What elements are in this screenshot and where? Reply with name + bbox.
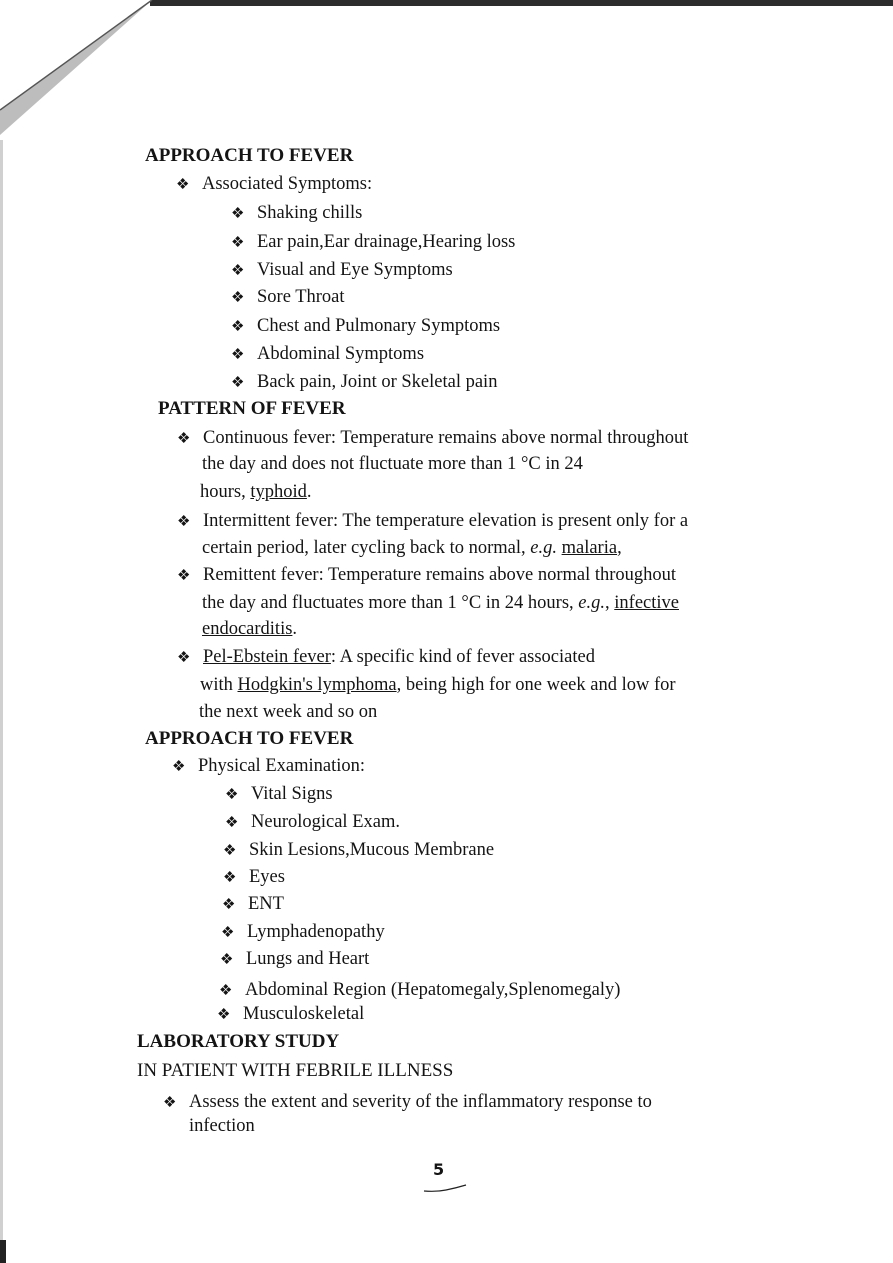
sub-list-item: ❖ Visual and Eye Symptoms (231, 258, 453, 283)
paragraph-line: ❖ Continuous fever: Temperature remains above normal throughout (177, 426, 688, 451)
diamond-bullet-icon: ❖ (177, 431, 191, 447)
infective-endocarditis-link[interactable]: endocarditis (202, 619, 293, 639)
diamond-bullet-icon: ❖ (163, 1095, 177, 1111)
scan-artifact-mark (0, 1240, 6, 1263)
handwritten-mark (422, 1182, 468, 1194)
hodgkins-lymphoma-link[interactable]: Hodgkin's lymphoma (237, 675, 397, 695)
paragraph-line: infection (189, 1116, 255, 1136)
sub-list-item: ❖ Musculoskeletal (217, 1002, 364, 1027)
diamond-bullet-icon: ❖ (231, 290, 245, 306)
diamond-bullet-icon: ❖ (222, 897, 236, 913)
paragraph-line: the day and fluctuates more than 1 °C in 24 hours, e.g., infective (202, 593, 679, 613)
section-subheading: IN PATIENT WITH FEBRILE ILLNESS (137, 1060, 454, 1081)
diamond-bullet-icon: ❖ (176, 177, 190, 193)
typhoid-link[interactable]: typhoid (250, 482, 307, 502)
paragraph-line: ❖ Remittent fever: Temperature remains above normal throughout (177, 563, 676, 588)
paragraph-line: with Hodgkin's lymphoma, being high for one week and low for (200, 675, 676, 695)
paragraph-line: endocarditis. (202, 619, 298, 639)
diamond-bullet-icon: ❖ (223, 843, 237, 859)
paragraph-line: hours, typhoid. (200, 482, 312, 502)
list-item: ❖ Physical Examination: (172, 754, 365, 779)
sub-list-item: ❖ ENT (222, 892, 284, 917)
sub-list-item: ❖ Shaking chills (231, 201, 362, 226)
diamond-bullet-icon: ❖ (221, 925, 235, 941)
diamond-bullet-icon: ❖ (220, 952, 234, 968)
diamond-bullet-icon: ❖ (231, 347, 245, 363)
diamond-bullet-icon: ❖ (217, 1007, 231, 1023)
section-heading: LABORATORY STUDY (137, 1031, 340, 1052)
page-number: 5 (433, 1160, 445, 1179)
paragraph-line: ❖ Pel-Ebstein fever: A specific kind of fever associated (177, 645, 595, 670)
folded-corner-shadow (0, 0, 160, 140)
diamond-bullet-icon: ❖ (231, 206, 245, 222)
sub-list-item: ❖ Eyes (223, 865, 285, 890)
diamond-bullet-icon: ❖ (225, 787, 239, 803)
paragraph-line: ❖ Intermittent fever: The temperature elevation is present only for a (177, 509, 688, 534)
diamond-bullet-icon: ❖ (231, 319, 245, 335)
sub-list-item: ❖ Back pain, Joint or Skeletal pain (231, 370, 497, 395)
sub-list-item: ❖ Vital Signs (225, 782, 333, 807)
diamond-bullet-icon: ❖ (177, 568, 191, 584)
diamond-bullet-icon: ❖ (231, 235, 245, 251)
paragraph-line: certain period, later cycling back to normal, e.g. malaria, (202, 538, 622, 558)
sub-list-item: ❖ Chest and Pulmonary Symptoms (231, 314, 500, 339)
diamond-bullet-icon: ❖ (219, 983, 233, 999)
diamond-bullet-icon: ❖ (223, 870, 237, 886)
scanned-page-left-edge (0, 140, 3, 1263)
sub-list-item: ❖ Ear pain,Ear drainage,Hearing loss (231, 230, 515, 255)
sub-list-item: ❖ Neurological Exam. (225, 810, 400, 835)
malaria-link[interactable]: malaria (561, 538, 618, 558)
diamond-bullet-icon: ❖ (231, 375, 245, 391)
section-heading: PATTERN OF FEVER (158, 398, 346, 419)
paragraph-line: the next week and so on (199, 702, 378, 722)
list-item: ❖ Associated Symptoms: (176, 172, 372, 197)
sub-list-item: ❖ Lungs and Heart (220, 947, 369, 972)
scanned-page-top-edge (150, 0, 893, 6)
sub-list-item: ❖ Abdominal Symptoms (231, 342, 424, 367)
sub-list-item: ❖ Skin Lesions,Mucous Membrane (223, 838, 494, 863)
diamond-bullet-icon: ❖ (177, 514, 191, 530)
diamond-bullet-icon: ❖ (225, 815, 239, 831)
sub-list-item: ❖ Abdominal Region (Hepatomegaly,Splenomegaly) (219, 978, 620, 1003)
diamond-bullet-icon: ❖ (172, 759, 186, 775)
paragraph-line: the day and does not fluctuate more than 1 °C in 24 (202, 454, 583, 474)
diamond-bullet-icon: ❖ (231, 263, 245, 279)
section-heading: APPROACH TO FEVER (145, 145, 354, 166)
infective-endocarditis-link[interactable]: infective (614, 593, 679, 613)
sub-list-item: ❖ Sore Throat (231, 285, 345, 310)
pel-ebstein-fever-link[interactable]: Pel-Ebstein fever (203, 647, 331, 667)
paragraph-line: ❖ Assess the extent and severity of the inflammatory response to (163, 1090, 652, 1115)
diamond-bullet-icon: ❖ (177, 650, 191, 666)
section-heading: APPROACH TO FEVER (145, 728, 354, 749)
sub-list-item: ❖ Lymphadenopathy (221, 920, 385, 945)
